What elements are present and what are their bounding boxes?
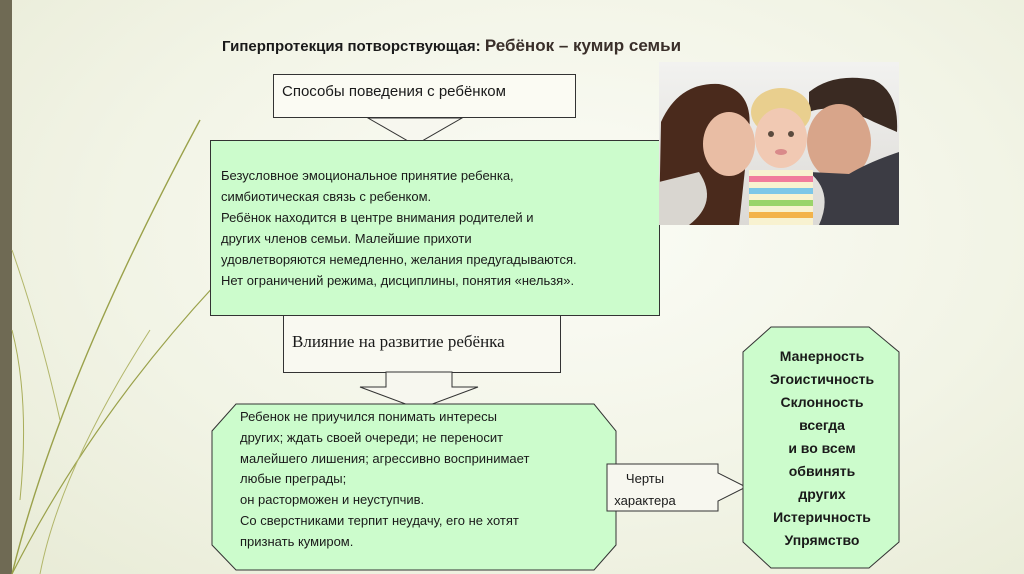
trait-item: и во всем [788,440,856,456]
ways-label: Способы поведения с ребёнком [282,83,506,100]
behavior-line: Нет ограничений режима, дисциплины, понятия «нельзя». [221,273,575,288]
trait-item: Склонность [780,394,864,410]
title-accent: Ребёнок – кумир семьи [484,36,682,55]
trait-item: Эгоистичность [769,371,875,387]
trait-item: обвинять [788,463,856,479]
ways-of-behavior-box [273,74,576,118]
traits-list [754,345,890,552]
behavior-description-box [210,140,660,316]
result-line: малейшего лишения; агрессивно воспринимает [240,450,530,466]
result-line: Со сверстниками терпит неудачу, его не хотят [240,512,519,528]
result-line: любые преграды; [240,471,347,487]
behavior-line: удовлетворяются немедленно, желания предугадываются. [221,252,577,267]
behavior-line: Ребёнок находится в центре внимания родителей и [221,210,534,225]
family-photo [659,62,899,225]
title-main: Гиперпротекция потворствующая: [222,38,481,55]
result-line: других; ждать своей очереди; не переносит [240,429,504,445]
trait-item: Манерность [779,348,865,364]
result-line: признать кумиром. [240,533,354,549]
influence-box [283,315,561,373]
traits-label-line1: Черты [625,471,665,486]
result-text [240,407,529,553]
trait-item: всегда [799,417,845,433]
result-line: Ребенок не приучился понимать интересы [240,409,497,424]
behavior-line: симбиотическая связь с ребенком. [221,189,432,204]
influence-label: Влияние на развитие ребёнка [292,332,505,351]
behavior-line: Безусловное эмоциональное принятие ребенка, [221,168,514,183]
behavior-line: других членов семьи. Малейшие прихоти [221,231,472,246]
trait-item: Упрямство [784,532,860,548]
traits-label-line2: характера [614,493,676,508]
trait-item: Истеричность [773,509,871,525]
page-title [222,36,681,56]
trait-item: других [798,486,846,502]
result-line: он расторможен и неуступчив. [240,492,425,508]
traits-arrow-label [602,468,688,512]
